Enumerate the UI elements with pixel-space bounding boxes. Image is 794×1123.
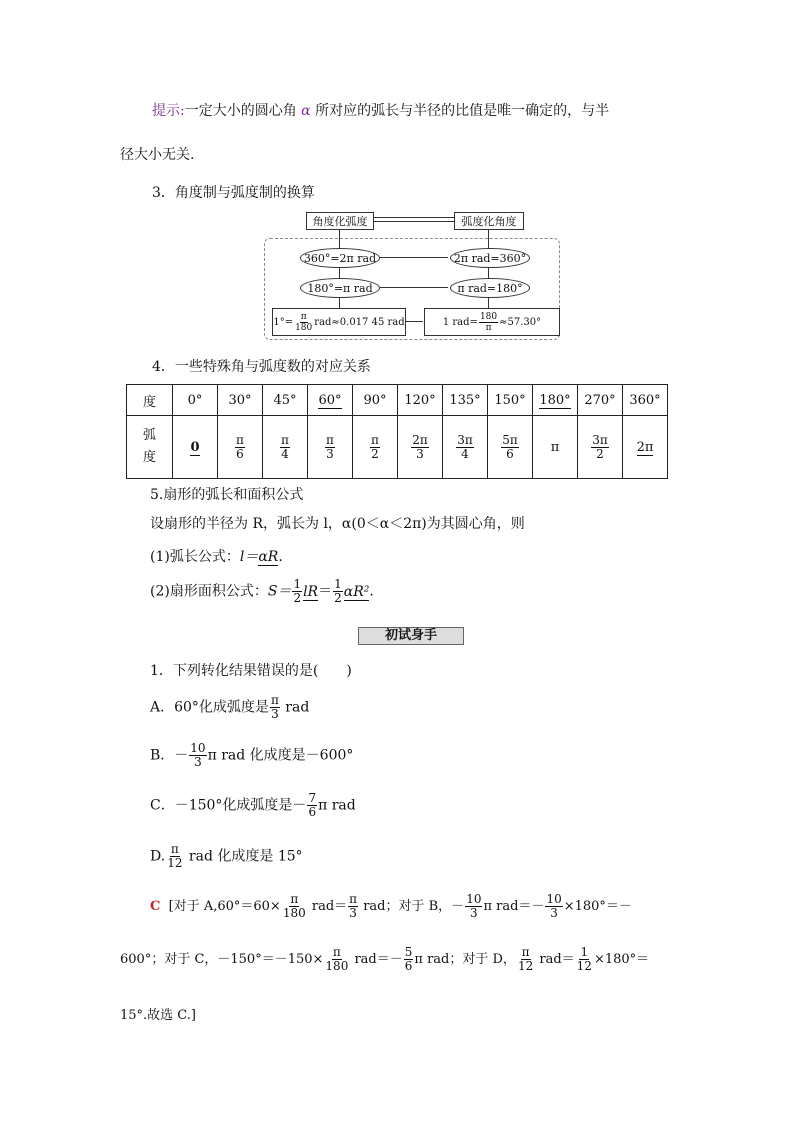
diagram-box-left: 1°= $\frac{\pi}{180}$ rad≈0.017 45 rad [272, 308, 406, 336]
diagram-left-header: 角度化弧度 [306, 212, 374, 230]
diagram-box-right: 1 rad= $\frac{180}{\pi}$ ≈57.30° [424, 308, 560, 336]
formula-arc-length: (1)弧长公式：l＝αR. [150, 549, 283, 565]
trial-section-tag: 初试身手 [358, 627, 464, 645]
section3-title: 3．角度制与弧度制的换算 [152, 185, 315, 201]
table-row-degrees: 度 0° 30° 45° 60° 90° 120° 135° 150° 180° 270° 360° [127, 385, 668, 416]
diagram-arrow-1 [380, 257, 448, 258]
table-header-degree: 度 [127, 385, 173, 416]
hint-line-1: 提示:一定大小的圆心角 α 所对应的弧长与半径的比值是唯一确定的，与半 [152, 103, 610, 119]
table-header-radian: 弧 度 [127, 416, 173, 479]
table-row-radians: 弧 度 0 $\frac{\pi}{6}$ $\frac{\pi}{4}$ $\frac{\pi}{3}$ $\frac{\pi}{2}$ $\frac{2\pi}{3}$ $\frac{3\pi}{4}$ $\frac{5\pi}{6}$ π $\frac{3\pi}{2}$ 2π [127, 416, 668, 479]
diagram-right-vline [488, 230, 489, 318]
formula-sector-area: (2)扇形面积公式：S＝ $\frac{1}{2}$ lR＝ $\frac{1}{2}$ αR². [150, 577, 374, 605]
diagram-left-vline [339, 230, 340, 318]
answer-line-1: C [对于 A,60°＝60× $\frac{\pi}{180}$ rad＝ $\frac{\pi}{3}$ rad；对于 B，－ $\frac{10}{3}$ π rad＝－ $\frac{10}{3}$ ×180°＝－ [150, 892, 632, 920]
diagram-arrow-2 [380, 287, 448, 288]
diagram-header-double-line [374, 217, 454, 222]
conversion-diagram [264, 210, 560, 340]
diagram-oval-right-2: π rad=180° [450, 278, 530, 298]
hint-line-2: 径大小无关. [120, 147, 195, 163]
diagram-oval-left-2: 180°=π rad [300, 278, 380, 298]
option-a: A．60°化成弧度是 $\frac{\pi}{3}$ rad [150, 693, 310, 721]
hint-label: 提示: [152, 103, 185, 119]
answer-line-2: 600°；对于 C，－150°＝－150× $\frac{\pi}{180}$ rad＝－ $\frac{5}{6}$ π rad；对于 D， $\frac{\pi}{12}$ rad＝ $\frac{1}{12}$ ×180°＝ [120, 945, 650, 973]
diagram-arrow-3 [405, 321, 423, 322]
option-b: B．－ $\frac{10}{3}$ π rad 化成度是－600° [150, 741, 354, 769]
section5-desc: 设扇形的半径为 R，弧长为 l，α(0＜α＜2π)为其圆心角，则 [150, 516, 525, 532]
diagram-oval-right-1: 2π rad=360° [450, 248, 530, 268]
answer-letter: C [150, 899, 161, 914]
angle-radian-table [126, 384, 668, 479]
question-1: 1．下列转化结果错误的是( ) [150, 663, 352, 679]
answer-line-3: 15°.故选 C.] [120, 1008, 196, 1023]
diagram-right-header: 弧度化角度 [454, 212, 524, 230]
diagram-oval-left-1: 360°=2π rad [300, 248, 380, 268]
section4-title: 4．一些特殊角与弧度数的对应关系 [152, 359, 371, 375]
option-d: D. $\frac{\pi}{12}$ rad 化成度是 15° [150, 842, 303, 870]
option-c: C．－150°化成弧度是－ $\frac{7}{6}$ π rad [150, 791, 356, 819]
section5-title: 5.扇形的弧长和面积公式 [150, 487, 304, 503]
